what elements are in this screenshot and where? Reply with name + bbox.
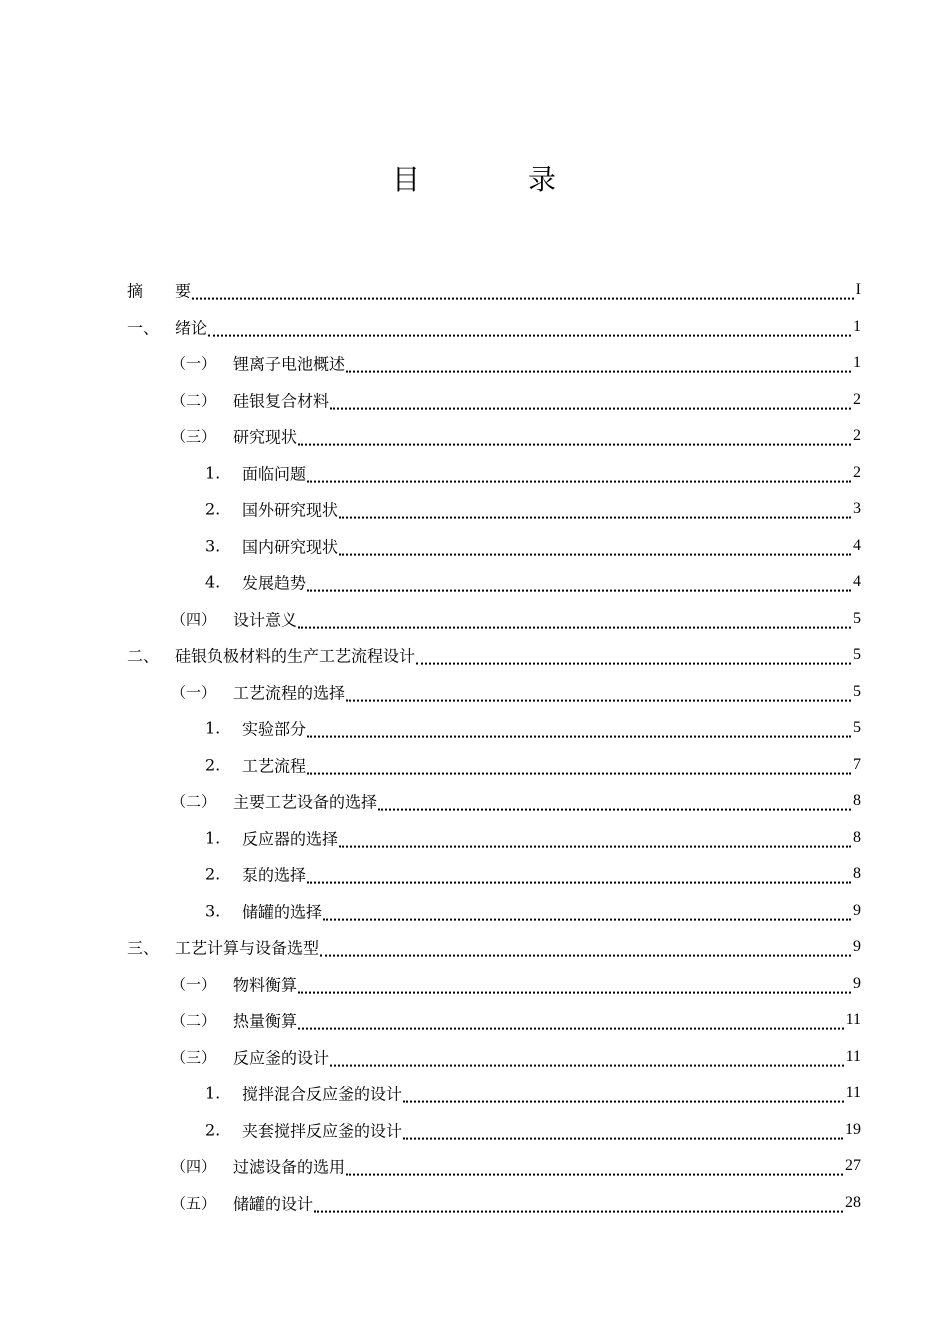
toc-leader-dots bbox=[314, 1200, 843, 1212]
toc-entry-title bbox=[242, 826, 338, 849]
toc-entry-page: 2 bbox=[853, 463, 861, 481]
toc-entry-number: 3. bbox=[205, 901, 221, 921]
toc-entry-number: 一、 bbox=[127, 318, 160, 338]
toc-entry-title bbox=[233, 790, 377, 813]
toc-entry-number: 1. bbox=[205, 718, 221, 738]
toc-entry-number: （四） bbox=[171, 1157, 217, 1176]
toc-entry[interactable] bbox=[127, 1002, 861, 1039]
table-of-contents bbox=[127, 272, 861, 1221]
toc-leader-dots bbox=[307, 470, 851, 482]
toc-entry-number: 二、 bbox=[127, 646, 160, 666]
toc-entry-title-text: 反应釜的设计 bbox=[233, 1048, 330, 1068]
toc-entry[interactable] bbox=[127, 528, 861, 565]
toc-leader-dots bbox=[323, 908, 851, 920]
toc-entry-title bbox=[242, 863, 306, 886]
toc-entry-number: 摘 bbox=[127, 281, 144, 301]
toc-entry[interactable] bbox=[127, 345, 861, 382]
toc-entry-title-text: 储罐的设计 bbox=[233, 1194, 314, 1214]
toc-entry-title-text: 国外研究现状 bbox=[242, 500, 339, 520]
toc-leader-dots bbox=[339, 835, 851, 847]
toc-entry-number: （二） bbox=[171, 792, 217, 811]
toc-entry-title-text: 搅拌混合反应釜的设计 bbox=[242, 1084, 403, 1104]
toc-leader-dots bbox=[298, 1018, 844, 1030]
toc-entry-title-text: 工艺流程的选择 bbox=[233, 683, 346, 703]
toc-entry-page: 2 bbox=[853, 427, 861, 445]
toc-entry-title bbox=[233, 1009, 297, 1032]
toc-entry[interactable] bbox=[127, 966, 861, 1003]
toc-entry[interactable] bbox=[127, 418, 861, 455]
toc-entry-number: （五） bbox=[171, 1194, 217, 1213]
toc-entry[interactable] bbox=[127, 564, 861, 601]
toc-entry-number: （三） bbox=[171, 1048, 217, 1067]
toc-entry[interactable] bbox=[127, 637, 861, 674]
toc-entry-title-text: 工艺流程 bbox=[242, 756, 307, 776]
toc-entry-number: 1. bbox=[205, 828, 221, 848]
toc-entry-title-text: 绪论 bbox=[175, 318, 208, 338]
toc-leader-dots bbox=[298, 981, 851, 993]
toc-entry-page: 7 bbox=[853, 755, 861, 773]
toc-entry-title-text: 研究现状 bbox=[233, 427, 298, 447]
toc-entry[interactable] bbox=[127, 674, 861, 711]
toc-entry-page: 9 bbox=[853, 974, 861, 992]
toc-entry-number: （三） bbox=[171, 427, 217, 446]
toc-entry-page: 9 bbox=[853, 901, 861, 919]
toc-entry[interactable] bbox=[127, 601, 861, 638]
toc-entry-title bbox=[233, 607, 297, 630]
toc-entry[interactable] bbox=[127, 710, 861, 747]
toc-leader-dots bbox=[339, 543, 851, 555]
toc-entry-title bbox=[242, 1082, 402, 1105]
toc-entry-title-text: 反应器的选择 bbox=[242, 829, 339, 849]
toc-entry[interactable] bbox=[127, 309, 861, 346]
toc-entry[interactable] bbox=[127, 820, 861, 857]
toc-entry-number: 1. bbox=[205, 1083, 221, 1103]
toc-entry-page: 1 bbox=[853, 354, 861, 372]
toc-entry-title bbox=[233, 352, 345, 375]
toc-entry[interactable] bbox=[127, 929, 861, 966]
toc-entry-title bbox=[233, 388, 329, 411]
toc-entry-number: （二） bbox=[171, 391, 217, 410]
toc-entry-number: 三、 bbox=[127, 938, 160, 958]
toc-entry[interactable] bbox=[127, 272, 861, 309]
toc-entry-title-text: 过滤设备的选用 bbox=[233, 1157, 346, 1177]
toc-entry[interactable] bbox=[127, 783, 861, 820]
toc-entry-page: 5 bbox=[853, 682, 861, 700]
toc-entry-number: 1. bbox=[205, 463, 221, 483]
toc-entry[interactable] bbox=[127, 1112, 861, 1149]
toc-entry[interactable] bbox=[127, 856, 861, 893]
toc-leader-dots bbox=[378, 799, 851, 811]
toc-entry-page: 8 bbox=[853, 865, 861, 883]
toc-entry-title bbox=[233, 680, 345, 703]
toc-entry-number: 2. bbox=[205, 1120, 221, 1140]
toc-entry-title bbox=[242, 1118, 402, 1141]
toc-entry[interactable] bbox=[127, 1039, 861, 1076]
toc-entry-title bbox=[242, 461, 306, 484]
toc-entry-title bbox=[242, 534, 338, 557]
toc-leader-dots bbox=[192, 288, 854, 300]
toc-leader-dots bbox=[307, 726, 851, 738]
toc-entry[interactable] bbox=[127, 1148, 861, 1185]
toc-entry[interactable] bbox=[127, 491, 861, 528]
toc-entry[interactable] bbox=[127, 1075, 861, 1112]
toc-entry[interactable] bbox=[127, 893, 861, 930]
toc-entry-title-text: 设计意义 bbox=[233, 610, 298, 630]
toc-leader-dots bbox=[346, 1164, 843, 1176]
toc-entry-page: 11 bbox=[845, 1011, 861, 1029]
toc-leader-dots bbox=[307, 580, 851, 592]
toc-entry-title-text: 发展趋势 bbox=[242, 573, 307, 593]
toc-leader-dots bbox=[403, 1127, 843, 1139]
toc-entry-page: 11 bbox=[845, 1047, 861, 1065]
toc-entry[interactable] bbox=[127, 1185, 861, 1222]
toc-leader-dots bbox=[298, 616, 851, 628]
toc-leader-dots bbox=[298, 434, 851, 446]
toc-entry-number: 4. bbox=[205, 572, 221, 592]
toc-leader-dots bbox=[330, 1054, 844, 1066]
toc-entry-page: I bbox=[855, 281, 861, 299]
toc-entry-title bbox=[233, 972, 297, 995]
toc-entry-title bbox=[242, 717, 306, 740]
toc-entry-page: 19 bbox=[845, 1120, 861, 1138]
toc-entry-title bbox=[233, 1191, 313, 1214]
toc-entry-title bbox=[242, 571, 306, 594]
toc-entry-number: 2. bbox=[205, 864, 221, 884]
toc-leader-dots bbox=[346, 689, 851, 701]
toc-entry[interactable] bbox=[127, 747, 861, 784]
toc-entry-page: 4 bbox=[853, 573, 861, 591]
toc-entry-page: 28 bbox=[845, 1193, 861, 1211]
toc-entry-page: 5 bbox=[853, 609, 861, 627]
toc-entry-page: 11 bbox=[845, 1084, 861, 1102]
toc-entry-page: 2 bbox=[853, 390, 861, 408]
toc-entry-title-text: 热量衡算 bbox=[233, 1011, 298, 1031]
toc-entry-page: 3 bbox=[853, 500, 861, 518]
toc-entry-page: 9 bbox=[853, 938, 861, 956]
toc-leader-dots bbox=[339, 507, 851, 519]
toc-entry-page: 27 bbox=[845, 1157, 861, 1175]
toc-entry-title bbox=[233, 1045, 329, 1068]
toc-entry-title bbox=[242, 753, 306, 776]
toc-leader-dots bbox=[403, 1091, 844, 1103]
toc-entry-number: （一） bbox=[171, 683, 217, 702]
toc-entry-title bbox=[175, 644, 415, 667]
toc-entry-title-text: 国内研究现状 bbox=[242, 537, 339, 557]
toc-leader-dots bbox=[416, 653, 851, 665]
toc-entry-title bbox=[242, 899, 322, 922]
toc-leader-dots bbox=[307, 762, 851, 774]
toc-entry-page: 1 bbox=[853, 317, 861, 335]
toc-entry-page: 5 bbox=[853, 719, 861, 737]
toc-entry-title-text: 硅银负极材料的生产工艺流程设计 bbox=[175, 646, 416, 666]
toc-entry-title-text: 主要工艺设备的选择 bbox=[233, 792, 378, 812]
toc-entry-title-text: 泵的选择 bbox=[242, 865, 307, 885]
toc-leader-dots bbox=[208, 324, 851, 336]
toc-entry-page: 8 bbox=[853, 828, 861, 846]
toc-entry-title bbox=[175, 936, 319, 959]
toc-leader-dots bbox=[346, 361, 851, 373]
toc-entry[interactable] bbox=[127, 382, 861, 419]
toc-leader-dots bbox=[330, 397, 851, 409]
toc-entry-number: 3. bbox=[205, 536, 221, 556]
toc-entry-title-text: 锂离子电池概述 bbox=[233, 354, 346, 374]
toc-entry-title-text: 物料衡算 bbox=[233, 975, 298, 995]
toc-leader-dots bbox=[320, 945, 851, 957]
toc-entry-number: （二） bbox=[171, 1011, 217, 1030]
toc-entry-page: 5 bbox=[853, 646, 861, 664]
toc-entry-number: （四） bbox=[171, 610, 217, 629]
toc-entry-title bbox=[242, 498, 338, 521]
page-title: 目 录 bbox=[391, 163, 596, 196]
toc-entry-title bbox=[175, 279, 191, 302]
toc-entry-number: （一） bbox=[171, 975, 217, 994]
toc-entry[interactable] bbox=[127, 455, 861, 492]
toc-entry-page: 4 bbox=[853, 536, 861, 554]
toc-entry-title-text: 工艺计算与设备选型 bbox=[175, 938, 320, 958]
toc-entry-number: （一） bbox=[171, 354, 217, 373]
toc-entry-page: 8 bbox=[853, 792, 861, 810]
toc-entry-title bbox=[175, 315, 207, 338]
toc-entry-number: 2. bbox=[205, 755, 221, 775]
toc-entry-title-text: 硅银复合材料 bbox=[233, 391, 330, 411]
toc-entry-title bbox=[233, 1155, 345, 1178]
toc-entry-title-text: 夹套搅拌反应釜的设计 bbox=[242, 1121, 403, 1141]
toc-entry-title bbox=[233, 425, 297, 448]
toc-entry-title-text: 储罐的选择 bbox=[242, 902, 323, 922]
toc-leader-dots bbox=[307, 872, 851, 884]
toc-entry-title-text: 要 bbox=[175, 281, 192, 301]
toc-entry-title-text: 实验部分 bbox=[242, 719, 307, 739]
toc-entry-number: 2. bbox=[205, 499, 221, 519]
toc-entry-title-text: 面临问题 bbox=[242, 464, 307, 484]
